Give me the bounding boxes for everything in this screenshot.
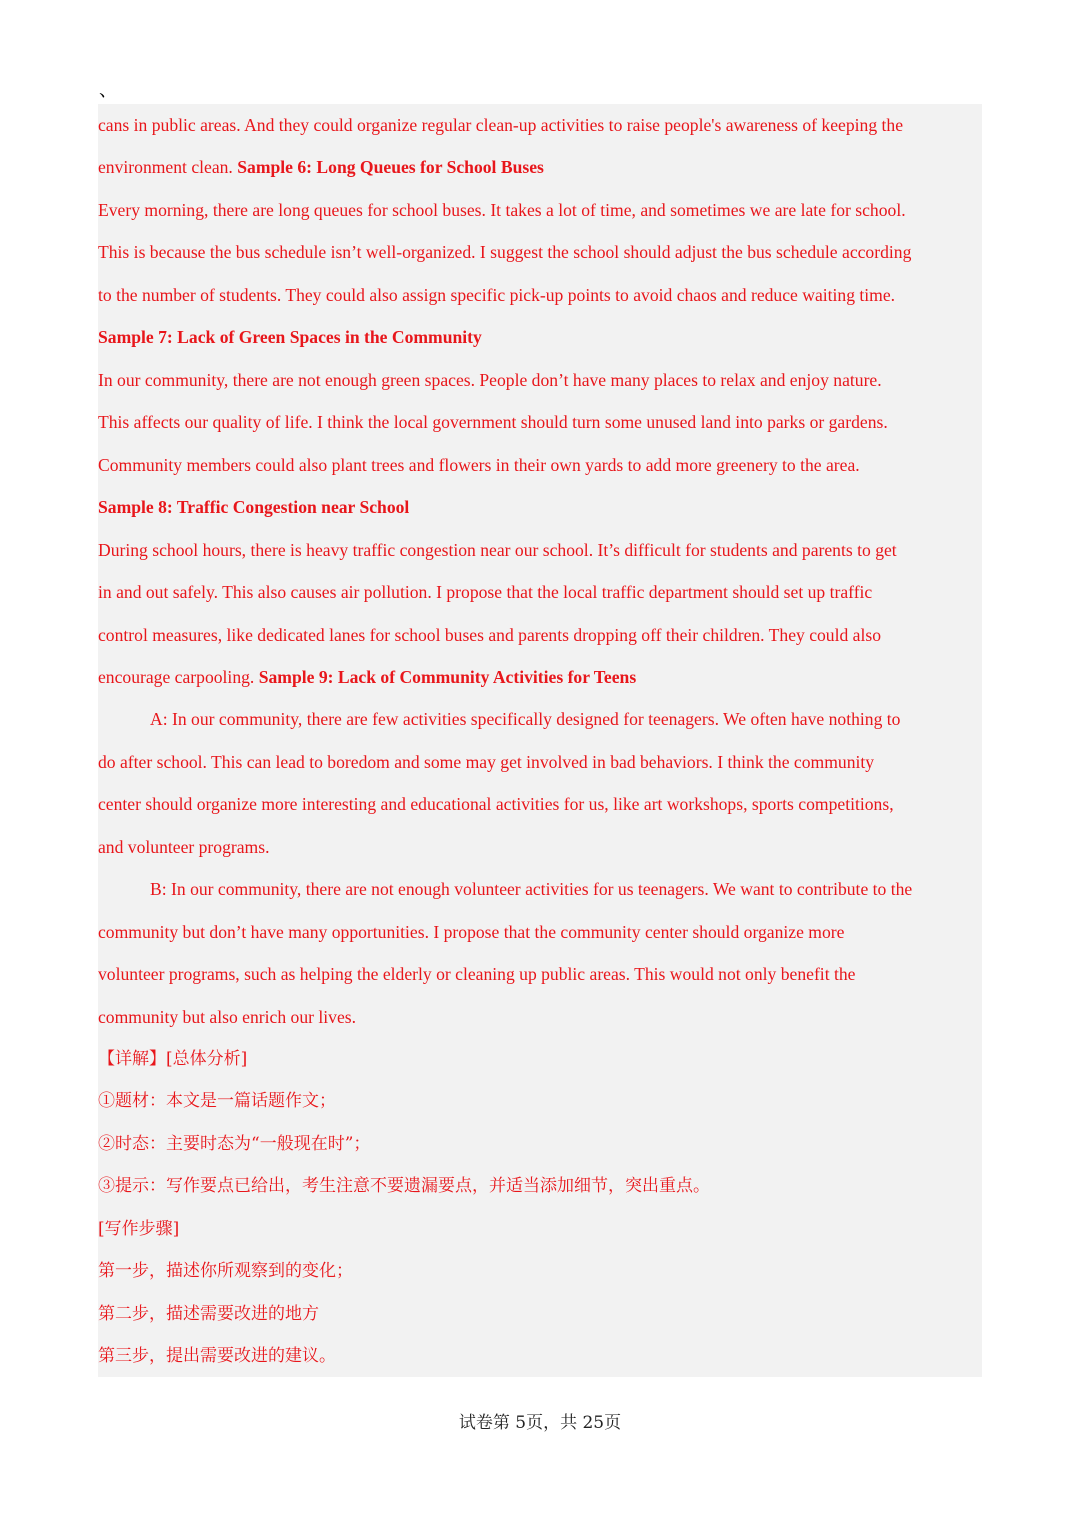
text-line bbox=[98, 146, 982, 188]
text-line: Every morning, there are long queues for school buses. It takes a lot of time, and sometimes we are late for school. bbox=[98, 200, 906, 220]
text-line: A: In our community, there are few activities specifically designed for teenagers. We often have nothing to bbox=[150, 709, 901, 729]
sample-heading: Sample 6: Long Queues for School Buses bbox=[237, 157, 544, 177]
text-run: environment clean. bbox=[98, 157, 238, 177]
text-line: control measures, like dedicated lanes for school buses and parents dropping off their children. They could also bbox=[98, 625, 882, 645]
step-line: 第一步，描述你所观察到的变化； bbox=[98, 1261, 353, 1281]
text-line: do after school. This can lead to boredom and some may get involved in bad behaviors. I think the community bbox=[98, 752, 875, 772]
text-line: This affects our quality of life. I think the local government should turn some unused land into parks or gardens. bbox=[98, 412, 888, 432]
text-line: B: In our community, there are not enough volunteer activities for us teenagers. We want to contribute to the bbox=[150, 879, 913, 899]
analysis-line: ③提示：写作要点已给出，考生注意不要遗漏要点，并适当添加细节，突出重点。 bbox=[98, 1176, 710, 1196]
text-line: Community members could also plant trees and flowers in their own yards to add more greenery to the area. bbox=[98, 455, 860, 475]
text-line: In our community, there are not enough green spaces. People don’t have many places to relax and enjoy nature. bbox=[98, 370, 882, 390]
analysis-heading: 【详解】[总体分析] bbox=[98, 1049, 248, 1069]
step-line: 第三步，提出需要改进的建议。 bbox=[98, 1346, 336, 1366]
text-line: community but also enrich our lives. bbox=[98, 1007, 356, 1027]
step-line: 第二步，描述需要改进的地方 bbox=[98, 1304, 319, 1324]
text-line: This is because the bus schedule isn’t well-organized. I suggest the school should adjust the bus schedule according bbox=[98, 242, 912, 262]
sample-heading: Sample 9: Lack of Community Activities for Teens bbox=[258, 667, 637, 687]
text-line: volunteer programs, such as helping the elderly or cleaning up public areas. This would not only benefit the bbox=[98, 964, 856, 984]
steps-heading: [写作步骤] bbox=[98, 1219, 180, 1239]
text-line: to the number of students. They could also assign specific pick-up points to avoid chaos and reduce waiting time. bbox=[98, 285, 896, 305]
text-line: cans in public areas. And they could organize regular clean-up activities to raise people's awareness of keeping the bbox=[98, 115, 904, 135]
analysis-line: ②时态：主要时态为“一般现在时”； bbox=[98, 1134, 371, 1154]
top-mark: 、 bbox=[99, 80, 117, 100]
sample-heading: Sample 8: Traffic Congestion near School bbox=[98, 497, 410, 517]
text-line: During school hours, there is heavy traffic congestion near our school. It’s difficult for students and parents to get bbox=[98, 540, 897, 560]
text-line: and volunteer programs. bbox=[98, 837, 270, 857]
text-line bbox=[98, 656, 982, 698]
text-line: community but don’t have many opportunities. I propose that the community center should organize more bbox=[98, 922, 845, 942]
text-line: center should organize more interesting and educational activities for us, like art workshops, sports competitions, bbox=[98, 794, 894, 814]
text-line: in and out safely. This also causes air pollution. I propose that the local traffic department should set up traffic bbox=[98, 582, 873, 602]
sample-heading: Sample 7: Lack of Green Spaces in the Community bbox=[98, 327, 482, 347]
page-footer: 试卷第 5页，共 25页 bbox=[458, 1413, 622, 1433]
analysis-line: ①题材：本文是一篇话题作文； bbox=[98, 1091, 336, 1111]
text-run: encourage carpooling. bbox=[98, 667, 259, 687]
